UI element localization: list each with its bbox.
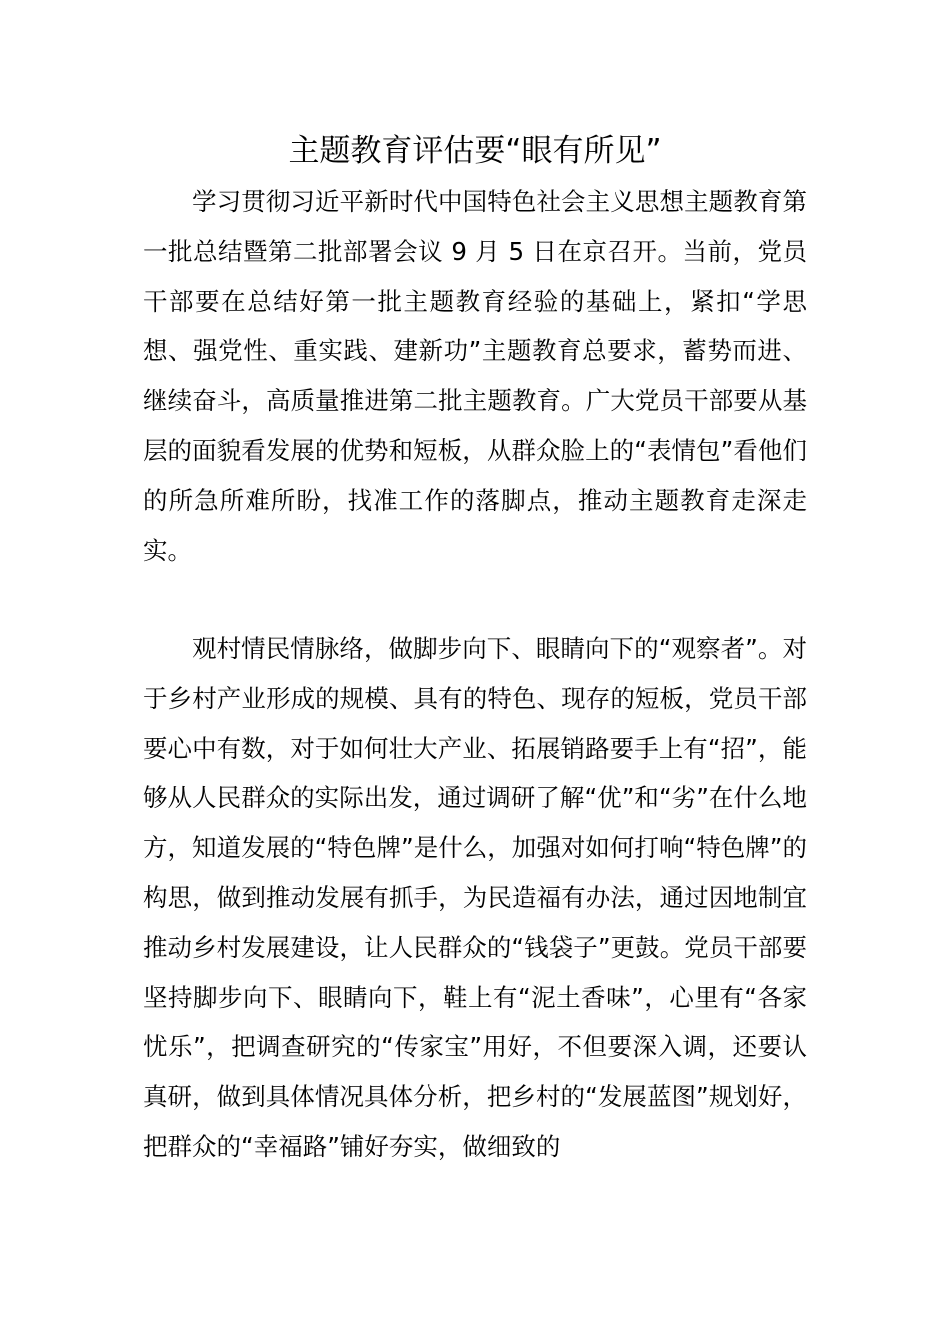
paragraph-intro: 学习贯彻习近平新时代中国特色社会主义思想主题教育第一批总结暨第二批部署会议 9 月 5 日在京召开。当前，党员干部要在总结好第一批主题教育经验的基础上，紧扣“学思想、强党性、重实践、建新功”主题教育总要求，蓄势而进、继续奋斗，高质量推进第二批主题教育。广大党员干部要从基层的面貌看发展的优势和短板，从群众脸上的“表情包”看他们的所急所难所盼，找准工作的落脚点，推动主题教育走深走实。 (143, 187, 807, 565)
paragraph-observer: 观村情民情脉络，做脚步向下、眼睛向下的“观察者”。对于乡村产业形成的规模、具有的特色、现存的短板，党员干部要心中有数，对于如何壮大产业、拓展销路要手上有“招”，能够从人民群众的实际出发，通过调研了解“优”和“劣”在什么地方，知道发展的“特色牌”是什么，加强对如何打响“特色牌”的构思，做到推动发展有抓手，为民造福有办法，通过因地制宜推动乡村发展建设，让人民群众的“钱袋子”更鼓。党员干部要坚持脚步向下、眼睛向下，鞋上有“泥土香味”，心里有“各家忧乐”，把调查研究的“传家宝”用好，不但要深入调，还要认真研，做到具体情况具体分析，把乡村的“发展蓝图”规划好，把群众的“幸福路”铺好夯实，做细致的 (143, 634, 807, 1161)
document-title: 主题教育评估要“眼有所见” (288, 133, 662, 169)
